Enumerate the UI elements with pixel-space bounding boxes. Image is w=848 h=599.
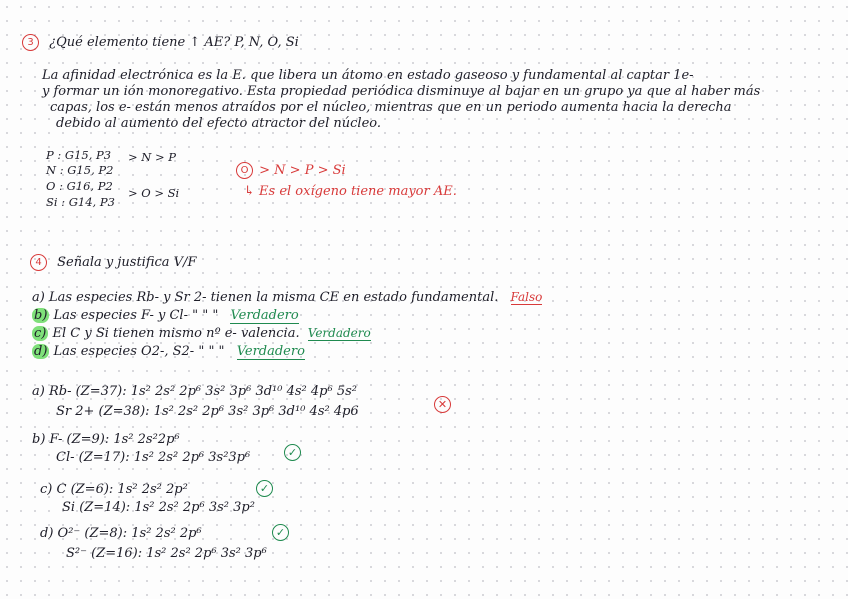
q3-answer-circled: O [236, 162, 253, 179]
q3-title: ¿Qué elemento tiene ↑ AE? P, N, O, Si [49, 35, 299, 50]
q3-paragraph-line-3: capas, los e- están menos atraídos por el núcleo, mientras que en un periodo aumenta hacia la derecha [50, 100, 732, 115]
q4-number-circle: 4 [30, 254, 47, 271]
config-d-label: d) [40, 526, 54, 541]
config-b-label: b) [32, 432, 46, 447]
config-a-line-1 [32, 384, 357, 399]
q3-paragraph-line-2: y formar un ión monoregativo. Esta propiedad periódica disminuye al bajar en un grupo ya que al haber más [42, 84, 761, 99]
q4-item-b-label: b) [34, 308, 48, 323]
q3-paragraph-line-4: debido al aumento del efecto atractor del núcleo. [56, 116, 382, 131]
q3-element-si: Si : G14, P3 [46, 195, 115, 209]
q3-paragraph-line-1: La afinidad electrónica es la E. que libera un átomo en estado gaseoso y fundamental al captar 1e- [42, 68, 694, 83]
q4-title-line [30, 254, 196, 271]
q3-element-p: P : G15, P3 [46, 148, 112, 162]
config-d-line-1 [40, 526, 202, 541]
config-c-label: c) [40, 482, 53, 497]
q4-item-d-text: Las especies O2-, S2- " " " [53, 344, 225, 359]
config-b-line-1 [32, 432, 180, 447]
config-a-wrong-mark: ✕ [434, 396, 451, 413]
q4-item-d-verdict: Verdadero [236, 344, 305, 359]
config-d-o: O²⁻ (Z=8): 1s² 2s² 2p⁶ [57, 526, 202, 541]
q4-item-c-verdict: Verdadero [307, 326, 371, 340]
q4-item-c-text: El C y Si tienen mismo nº e- valencia. [52, 326, 300, 341]
config-a-rb: Rb- (Z=37): 1s² 2s² 2p⁶ 3s² 3p⁶ 3d¹⁰ 4s² 4p⁶ 5s² [48, 384, 357, 399]
q3-number-circle: 3 [22, 34, 39, 51]
q3-answer [236, 162, 346, 179]
config-a-label: a) [32, 384, 45, 399]
q4-item-b [32, 308, 299, 323]
config-b-check-mark: ✓ [284, 444, 301, 461]
q4-item-b-text: Las especies F- y Cl- " " " [53, 308, 219, 323]
q4-title: Señala y justifica V/F [57, 255, 197, 270]
config-d-s: S²⁻ (Z=16): 1s² 2s² 2p⁶ 3s² 3p⁶ [66, 546, 267, 561]
q4-item-c-label: c) [34, 326, 47, 341]
config-c-c: C (Z=6): 1s² 2s² 2p² [56, 482, 188, 497]
config-b-f: F- (Z=9): 1s² 2s²2p⁶ [49, 432, 180, 447]
q3-compare-osi: > O > Si [128, 186, 180, 200]
q4-item-b-verdict: Verdadero [230, 308, 299, 323]
q4-item-a-label: a) [32, 290, 45, 305]
q3-element-n: N : G15, P2 [46, 163, 114, 177]
config-d-check-mark: ✓ [272, 524, 289, 541]
config-c-line-1 [40, 482, 188, 497]
q4-item-a [32, 290, 542, 305]
q3-element-o: O : G16, P2 [46, 179, 113, 193]
q3-title-line [22, 34, 299, 51]
config-a-sr: Sr 2+ (Z=38): 1s² 2s² 2p⁶ 3s² 3p⁶ 3d¹⁰ 4s² 4p6 [56, 404, 359, 419]
q4-item-a-verdict: Falso [510, 290, 543, 304]
q3-answer-order: > N > P > Si [259, 163, 346, 178]
q3-conclusion: ↳ Es el oxígeno tiene mayor AE. [244, 184, 457, 199]
config-c-check-mark: ✓ [256, 480, 273, 497]
config-c-si: Si (Z=14): 1s² 2s² 2p⁶ 3s² 3p² [62, 500, 255, 515]
config-b-cl: Cl- (Z=17): 1s² 2s² 2p⁶ 3s²3p⁶ [56, 450, 251, 465]
q4-item-d-label: d) [34, 344, 48, 359]
q4-item-d [32, 344, 305, 359]
q3-compare-np: > N > P [128, 150, 177, 164]
q4-item-c [32, 326, 371, 341]
q4-item-a-text: Las especies Rb- y Sr 2- tienen la misma CE en estado fundamental. [48, 290, 499, 305]
